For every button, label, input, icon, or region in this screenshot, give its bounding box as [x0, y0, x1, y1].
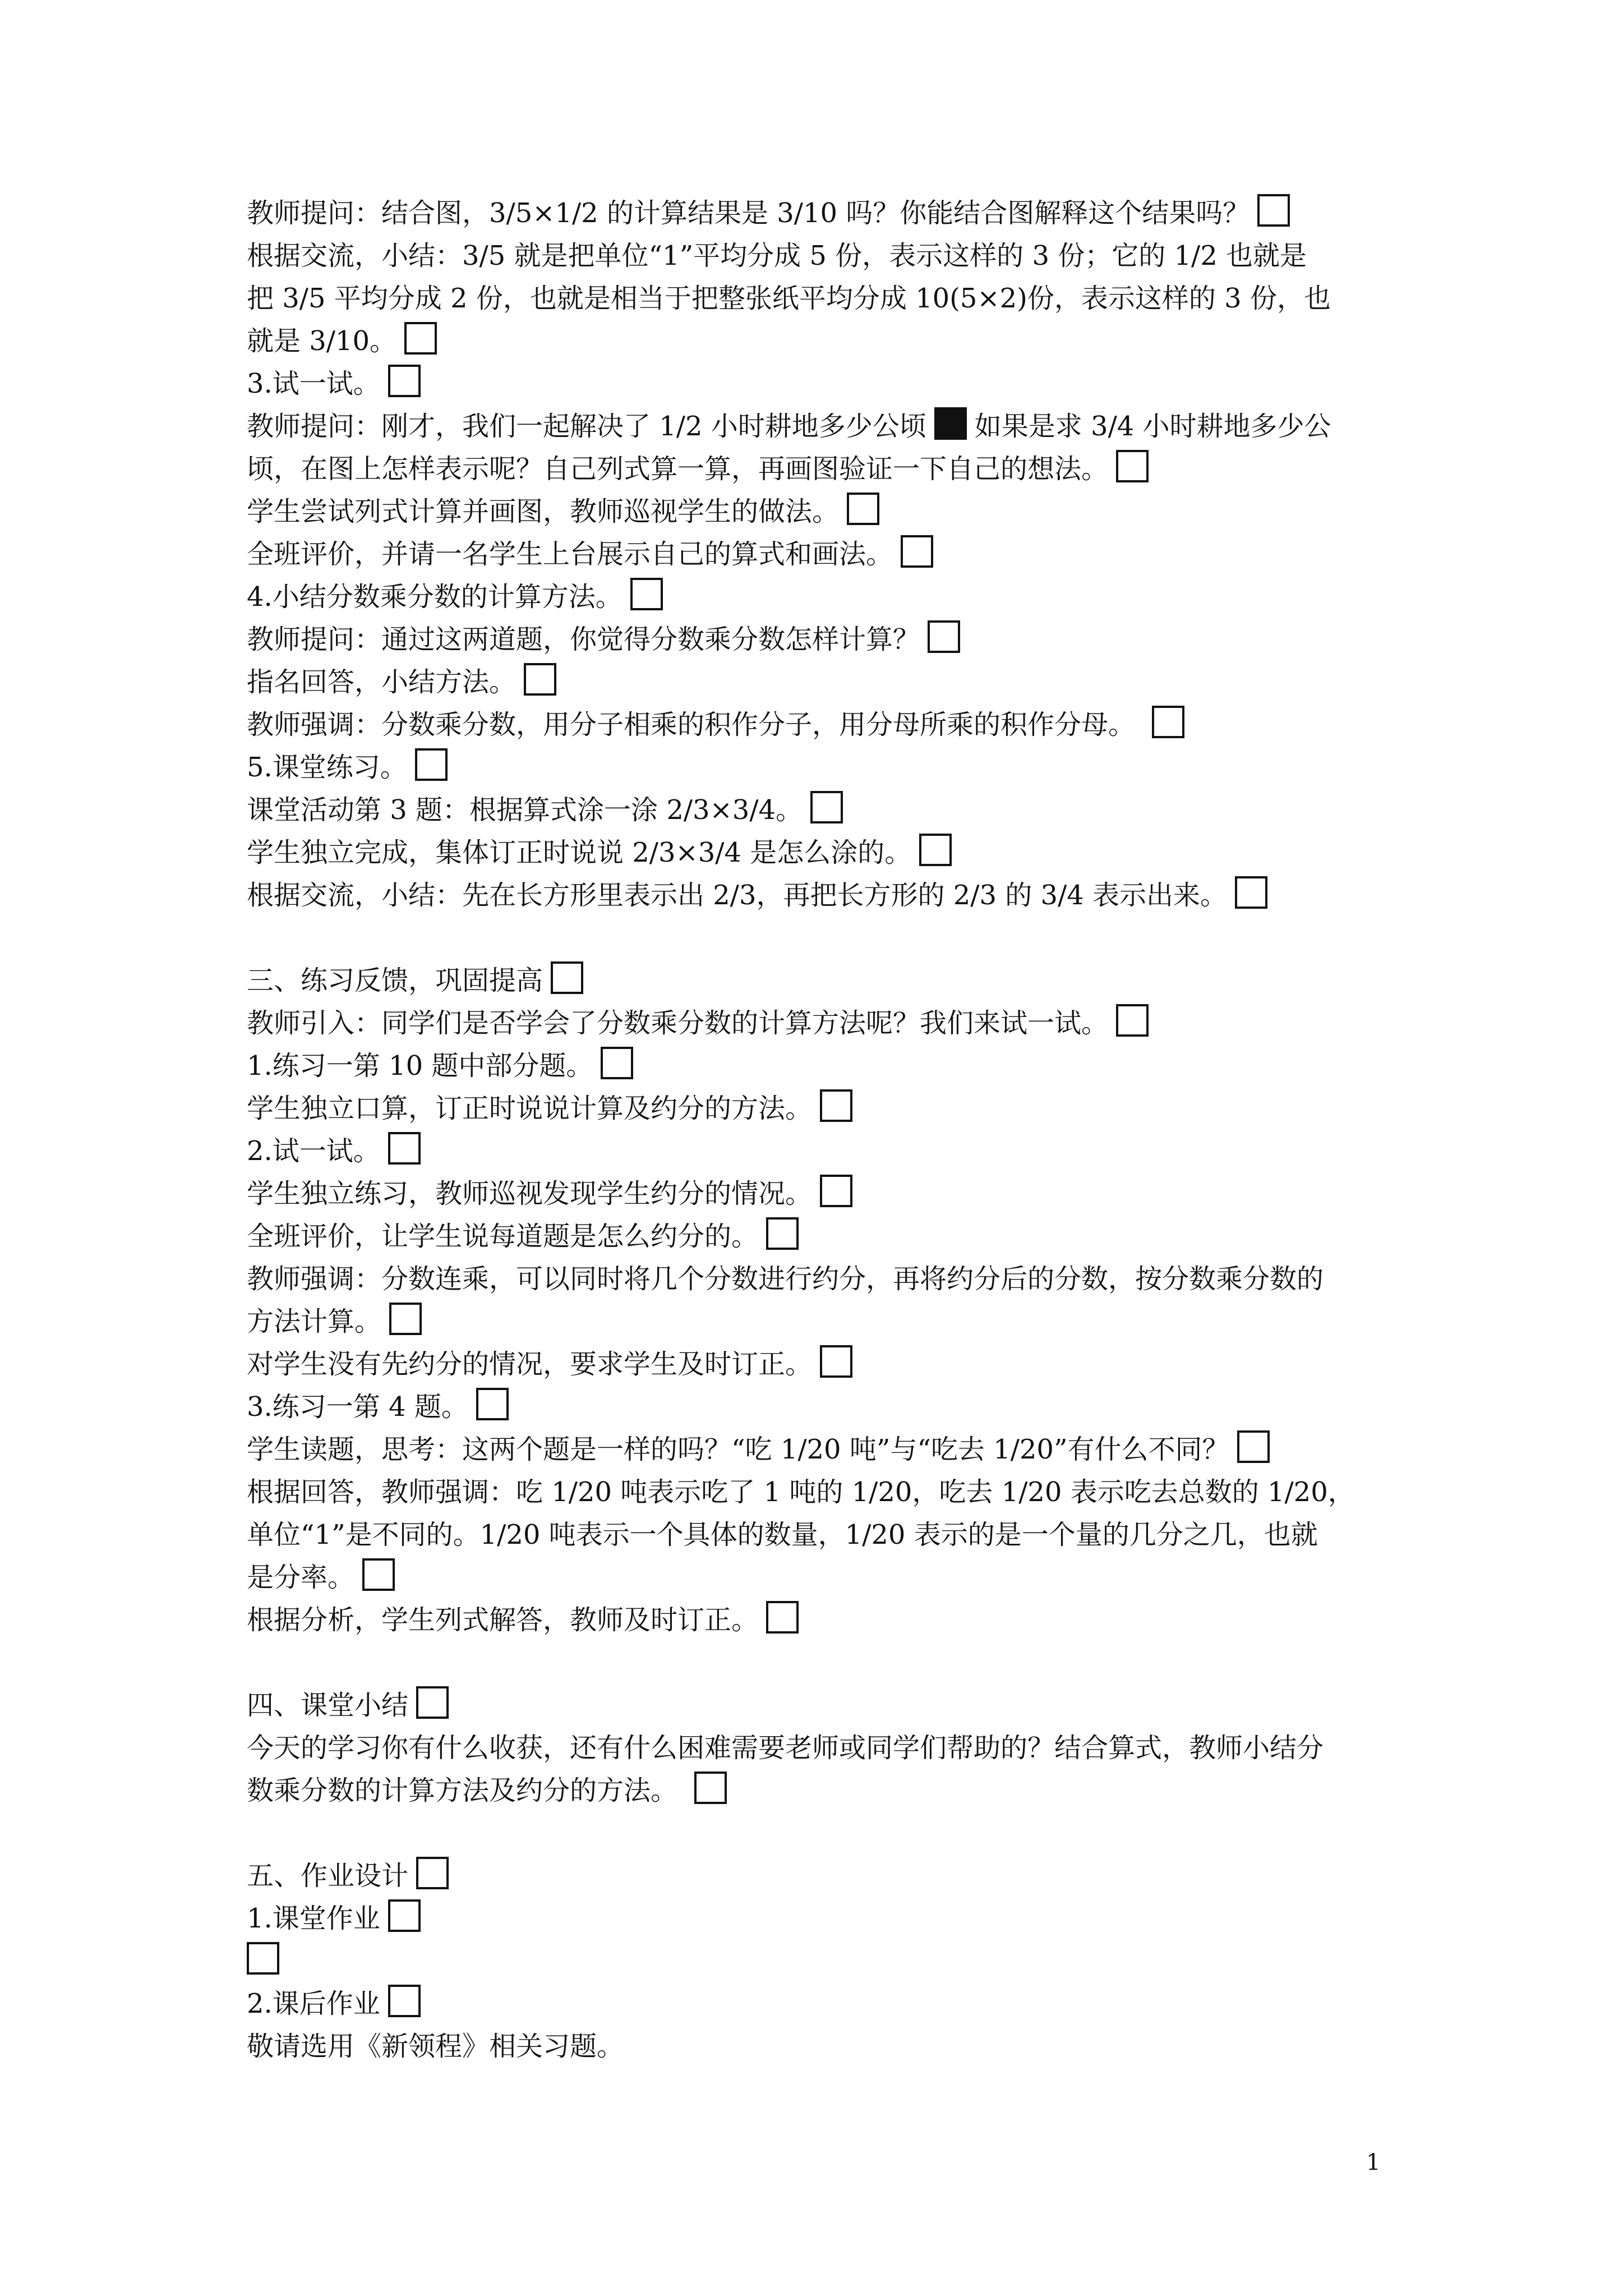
text-line	[247, 1599, 1385, 1641]
line-text: 今天的学习你有什么收获，还有什么困难需要老师或同学们帮助的？结合算式，教师小结分	[247, 1732, 1324, 1764]
line-text: 指名回答，小结方法。	[247, 666, 517, 698]
text-line	[247, 362, 1385, 405]
text-line	[247, 661, 1385, 703]
checkbox-icon	[388, 365, 421, 397]
checkbox-icon	[919, 834, 952, 866]
text-line	[247, 874, 1385, 917]
text-line	[247, 1087, 1385, 1130]
text-line	[247, 1471, 1385, 1513]
checkbox-icon	[1257, 194, 1290, 227]
checkbox-icon	[551, 961, 583, 994]
checkbox-icon	[362, 1558, 395, 1591]
text-line	[247, 1513, 1385, 1556]
text-line	[247, 1130, 1385, 1172]
line-text: 3.试一试。	[247, 368, 380, 399]
line-text: 2.课后作业	[247, 1988, 380, 2019]
line-text: 对学生没有先约分的情况，要求学生及时订正。	[247, 1349, 813, 1380]
text-line	[247, 533, 1385, 576]
checkbox-icon	[1237, 1430, 1270, 1463]
checkbox-icon	[404, 322, 437, 355]
checkbox-icon	[1235, 876, 1267, 909]
checkbox-icon	[416, 1686, 449, 1719]
checkbox-icon	[524, 663, 556, 696]
line-text: 根据交流，小结：先在长方形里表示出 2/3，再把长方形的 2/3 的 3/4 表示出来。	[247, 880, 1228, 911]
checkbox-icon	[901, 535, 933, 568]
checkbox-icon	[694, 1772, 727, 1804]
section-heading-text: 四、课堂小结	[247, 1690, 409, 1721]
line-text: 课堂活动第 3 题：根据算式涂一涂 2/3×3/4。	[247, 794, 803, 826]
line-text: 根据交流，小结：3/5 就是把单位“1”平均分成 5 份，表示这样的 3 份；它的 1/2 也就是	[247, 240, 1307, 272]
line-text: 就是 3/10。	[247, 325, 397, 357]
section-heading	[247, 959, 1385, 1002]
line-text: 1.练习一第 10 题中部分题。	[247, 1050, 593, 1082]
line-text: 教师引入：同学们是否学会了分数乘分数的计算方法呢？我们来试一试。	[247, 1007, 1109, 1039]
line-text: 3.练习一第 4 题。	[247, 1391, 468, 1423]
paragraph-gap	[247, 1812, 1385, 1855]
text-line	[247, 1897, 1385, 1940]
text-line	[247, 490, 1385, 533]
line-text: 根据回答，教师强调：吃 1/20 吨表示吃了 1 吨的 1/20，吃去 1/20 表示吃去总数的 1/20，	[247, 1476, 1355, 1508]
checkbox-icon	[1116, 450, 1149, 482]
checkbox-icon	[820, 1175, 852, 1207]
text-line	[247, 320, 1385, 362]
line-text: 顷，在图上怎样表示呢？自己列式算一算，再画图验证一下自己的想法。	[247, 453, 1109, 485]
page-number: 1	[1366, 2150, 1381, 2175]
filled-square-icon	[934, 407, 967, 440]
text-line	[247, 831, 1385, 874]
line-text: 学生尝试列式计算并画图，教师巡视学生的做法。	[247, 496, 840, 527]
checkbox-icon	[820, 1345, 852, 1378]
text-line	[247, 746, 1385, 789]
paragraph-gap	[247, 917, 1385, 959]
text-line	[247, 1727, 1385, 1769]
text-line	[247, 1300, 1385, 1343]
text-line	[247, 1258, 1385, 1300]
checkbox-icon	[388, 1132, 421, 1165]
line-text: 根据分析，学生列式解答，教师及时订正。	[247, 1604, 759, 1636]
text-line	[247, 2025, 1385, 2068]
line-text: 教师提问：结合图，3/5×1/2 的计算结果是 3/10 吗？你能结合图解释这个结果吗？	[247, 197, 1250, 229]
checkbox-icon	[820, 1089, 852, 1122]
text-line	[247, 1769, 1385, 1812]
checkbox-icon	[415, 748, 448, 781]
line-text: 数乘分数的计算方法及约分的方法。	[247, 1775, 678, 1806]
document-body	[247, 192, 1385, 2068]
checkbox-icon	[766, 1601, 799, 1634]
line-text: 全班评价，并请一名学生上台展示自己的算式和画法。	[247, 539, 893, 570]
line-text: 如果是求 3/4 小时耕地多少公	[974, 411, 1331, 442]
line-text: 敬请选用《新领程》相关习题。	[247, 2031, 624, 2062]
paragraph-gap	[247, 1641, 1385, 1684]
checkbox-icon	[389, 1303, 422, 1335]
line-text: 是分率。	[247, 1562, 355, 1593]
text-line	[247, 192, 1385, 234]
checkbox-icon	[388, 1985, 421, 2017]
checkbox-icon	[388, 1899, 421, 1932]
checkbox-icon	[1152, 706, 1184, 738]
text-line	[247, 1428, 1385, 1471]
text-line	[247, 234, 1385, 277]
checkbox-icon	[630, 578, 663, 610]
text-line	[247, 1343, 1385, 1386]
text-line	[247, 1172, 1385, 1215]
text-line	[247, 1215, 1385, 1258]
section-heading	[247, 1855, 1385, 1897]
line-text: 单位“1”是不同的。1/20 吨表示一个具体的数量，1/20 表示的是一个量的几分之几，也就	[247, 1519, 1318, 1550]
line-text: 教师强调：分数乘分数，用分子相乘的积作分子，用分母所乘的积作分母。	[247, 709, 1136, 740]
line-text: 5.课堂练习。	[247, 752, 407, 783]
line-text: 2.试一试。	[247, 1135, 380, 1167]
line-text: 把 3/5 平均分成 2 份，也就是相当于把整张纸平均分成 10(5×2)份，表示这样的 3 份，也	[247, 283, 1331, 314]
text-line	[247, 789, 1385, 831]
line-text: 1.课堂作业	[247, 1903, 380, 1934]
line-text: 学生独立练习，教师巡视发现学生约分的情况。	[247, 1178, 813, 1209]
checkbox-icon	[1116, 1004, 1149, 1037]
line-text: 教师强调：分数连乘，可以同时将几个分数进行约分，再将约分后的分数，按分数乘分数的	[247, 1263, 1324, 1295]
checkbox-icon	[247, 1942, 279, 1975]
checkbox-icon	[847, 493, 879, 525]
text-line	[247, 1982, 1385, 2025]
checkbox-icon	[476, 1388, 509, 1420]
text-line	[247, 448, 1385, 490]
section-heading-text: 三、练习反馈，巩固提高	[247, 965, 543, 996]
checkbox-icon	[810, 791, 843, 823]
line-text: 方法计算。	[247, 1306, 382, 1337]
section-heading-text: 五、作业设计	[247, 1860, 409, 1892]
checkbox-icon	[601, 1047, 633, 1079]
text-line	[247, 1940, 1385, 1982]
text-line	[247, 405, 1385, 448]
line-text: 全班评价，让学生说每道题是怎么约分的。	[247, 1221, 759, 1252]
text-line	[247, 277, 1385, 320]
text-line	[247, 576, 1385, 618]
checkbox-icon	[928, 620, 960, 653]
text-line	[247, 618, 1385, 661]
line-text: 学生独立口算，订正时说说计算及约分的方法。	[247, 1093, 813, 1124]
text-line	[247, 1386, 1385, 1428]
line-text: 学生独立完成，集体订正时说说 2/3×3/4 是怎么涂的。	[247, 837, 912, 868]
line-text: 教师提问：刚才，我们一起解决了 1/2 小时耕地多少公顷	[247, 411, 926, 442]
line-text: 学生读题，思考：这两个题是一样的吗？“吃 1/20 吨”与“吃去 1/20”有什么不同？	[247, 1434, 1229, 1465]
text-line	[247, 1002, 1385, 1045]
text-line	[247, 703, 1385, 746]
checkbox-icon	[766, 1217, 799, 1250]
text-line	[247, 1045, 1385, 1087]
line-text: 4.小结分数乘分数的计算方法。	[247, 581, 623, 613]
line-text: 教师提问：通过这两道题，你觉得分数乘分数怎样计算？	[247, 624, 920, 655]
section-heading	[247, 1684, 1385, 1727]
checkbox-icon	[416, 1857, 449, 1889]
text-line	[247, 1556, 1385, 1599]
